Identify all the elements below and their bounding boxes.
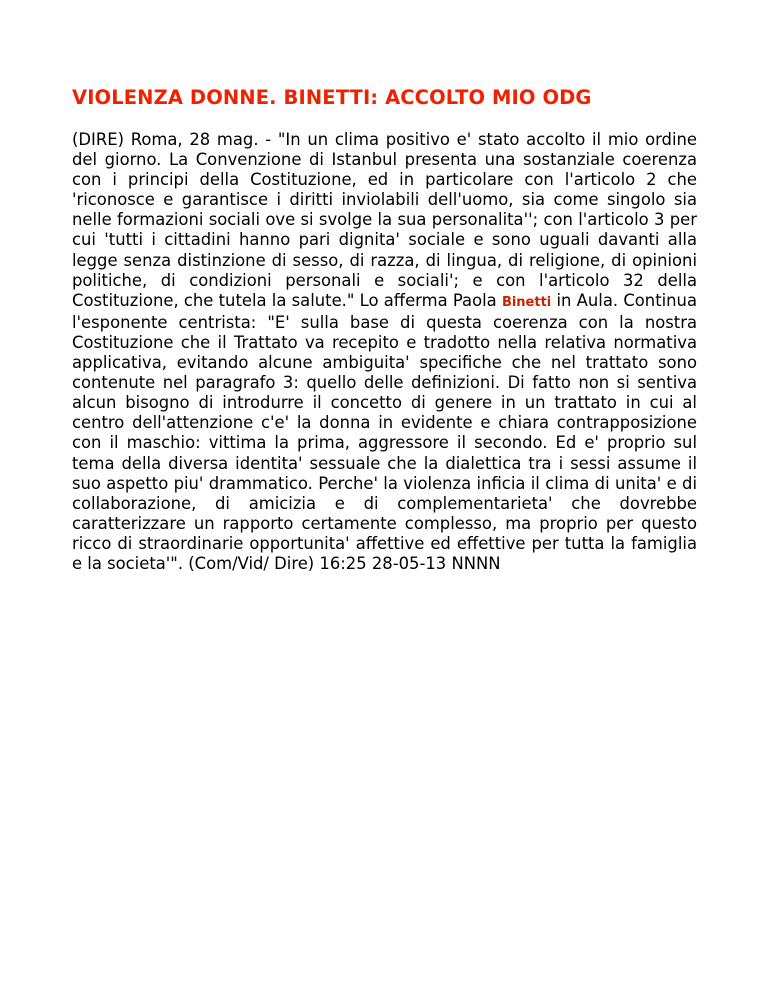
article-text-after: in Aula. Continua l'esponente centrista: "E' sulla base di questa coerenza con la nostra Costituzione che il Trattato va recepito e tradotto nella relativa normativa applicativa, evitando alcune ambiguita' specifiche che nel trattato sono contenute nel paragrafo 3: quello delle definizioni. Di fatto non si sentiva alcun bisogno di introdurre il concetto di genere in un trattato in cui al centro dell'attenzione c'e' la donna in evidente e chiara contrapposizione con il maschio: vittima la prima, aggressore il secondo. Ed e' proprio sul tema della diversa identita' sessuale che la dialettica tra i sessi assume il suo aspetto piu' drammatico. Perche' la violenza inficia il clima di unita' e di collaborazione, di amicizia e di complementarieta' che dovrebbe caratterizzare un rapporto certamente complesso, ma proprio per questo ricco di straordinarie opportunita' affettive ed effettive per tutta la famiglia e la societa'". (Com/Vid/ Dire) 16:25 28-05-13 NNNN <box>72 290 697 573</box>
highlighted-name: Binetti <box>501 294 552 310</box>
article-text-before: (DIRE) Roma, 28 mag. - "In un clima positivo e' stato accolto il mio ordine del giorno. La Convenzione di Istanbul presenta una sostanziale coerenza con i principi della Costituzione, ed in particolare con l'articolo 2 che 'riconosce e garantisce i diritti inviolabili dell'uomo, sia come singolo sia nelle formazioni sociali ove si svolge la sua personalita''; con l'articolo 3 per cui 'tutti i cittadini hanno pari dignita' sociale e sono uguali davanti alla legge senza distinzione di sesso, di razza, di lingua, di religione, di opinioni politiche, di condizioni personali e sociali'; e con l'articolo 32 della Costituzione, che tutela la salute." Lo afferma Paola <box>72 130 697 310</box>
article-title: VIOLENZA DONNE. BINETTI: ACCOLTO MIO ODG <box>72 86 592 109</box>
document-page <box>72 86 697 574</box>
article-body <box>72 130 697 574</box>
